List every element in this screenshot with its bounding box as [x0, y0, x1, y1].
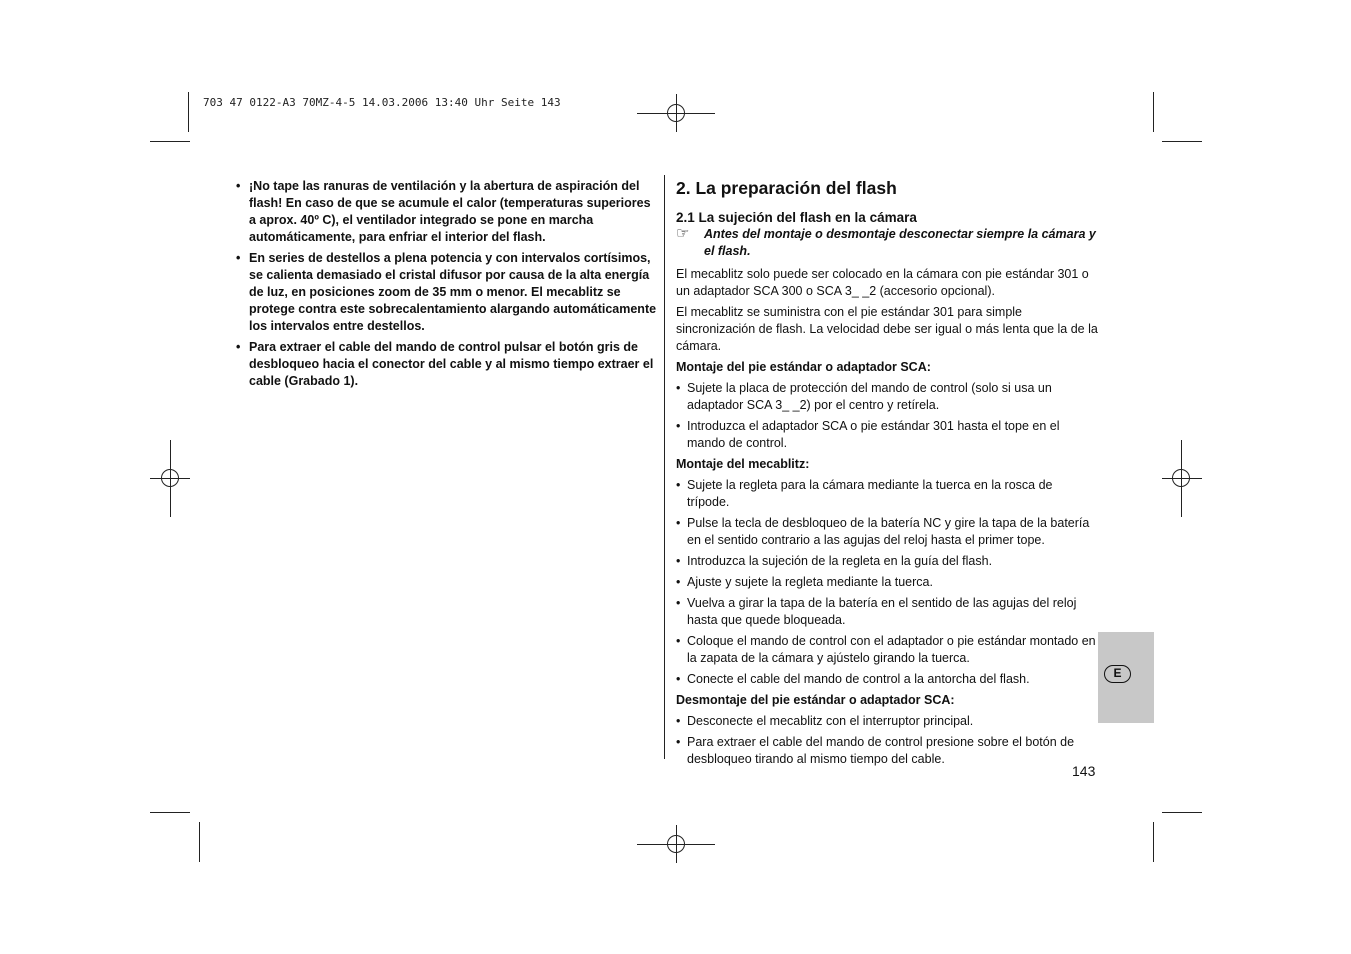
right-column	[676, 176, 1098, 772]
note-text: Antes del montaje o desmontaje desconectar siempre la cámara y el flash.	[704, 227, 1096, 258]
list-item: • Pulse la tecla de desbloqueo de la batería NC y gire la tapa de la batería en el sentido contrario a las agujas del reloj hasta el primer tope.	[676, 515, 1098, 549]
list-item: • Introduzca el adaptador SCA o pie estándar 301 hasta el tope en el mando de control.	[676, 418, 1098, 452]
language-tab	[1098, 632, 1154, 723]
list-item: • Introduzca la sujeción de la regleta en la guía del flash.	[676, 553, 1098, 570]
list-item: • Sujete la placa de protección del mando de control (solo si usa un adaptador SCA 3_ _2) por el centro y retírela.	[676, 380, 1098, 414]
subsection-title: 2.1 La sujeción del flash en la cámara	[676, 210, 917, 225]
list-item: • Para extraer el cable del mando de control presione sobre el botón de desbloqueo tirando al mismo tiempo del cable.	[676, 734, 1098, 768]
warning-bullet: • En series de destellos a plena potencia y con intervalos cortísimos, se calienta demasiado el cristal difusor por causa de la alta energía de luz, en posiciones zoom de 35 mm o menor. El mecablitz se protege contra este sobrecalentamiento alargando automáticamente los intervalos entre destellos.	[236, 250, 660, 335]
column-divider	[664, 175, 665, 759]
note	[676, 226, 1098, 260]
step-heading: Montaje del pie estándar o adaptador SCA:	[676, 360, 931, 374]
section-title: 2. La preparación del flash	[676, 178, 897, 198]
list-item: • Desconecte el mecablitz con el interruptor principal.	[676, 713, 1098, 730]
language-badge: E	[1104, 665, 1131, 683]
paragraph: El mecablitz se suministra con el pie estándar 301 para simple sincronización de flash. La velocidad debe ser igual o más lenta que la de la cámara.	[676, 305, 1098, 353]
list-item: • Coloque el mando de control con el adaptador o pie estándar montado en la zapata de la cámara y ajústelo girando la tuerca.	[676, 633, 1098, 667]
page-number: 143	[1072, 763, 1096, 779]
left-column	[236, 178, 660, 394]
print-header: 703 47 0122-A3 70MZ-4-5 14.03.2006 13:40 Uhr Seite 143	[203, 96, 561, 109]
list-item: • Conecte el cable del mando de control a la antorcha del flash.	[676, 671, 1098, 688]
list-item: • Vuelva a girar la tapa de la batería en el sentido de las agujas del reloj hasta que quede bloqueada.	[676, 595, 1098, 629]
list-item: • Ajuste y sujete la regleta mediante la tuerca.	[676, 574, 1098, 591]
warning-bullet: • Para extraer el cable del mando de control pulsar el botón gris de desbloqueo hacia el conector del cable y al mismo tiempo extraer el cable (Grabado 1).	[236, 339, 660, 390]
list-item: • Sujete la regleta para la cámara mediante la tuerca en la rosca de trípode.	[676, 477, 1098, 511]
pointing-hand-icon: ☞	[676, 225, 690, 242]
warning-bullet: • ¡No tape las ranuras de ventilación y la abertura de aspiración del flash! En caso de que se acumule el calor (temperaturas superiores a aprox. 40º C), el ventilador integrado se pone en marcha automáticamente, para enfriar el interior del flash.	[236, 178, 660, 246]
step-heading: Montaje del mecablitz:	[676, 457, 810, 471]
paragraph: El mecablitz solo puede ser colocado en la cámara con pie estándar 301 o un adaptador SCA 300 o SCA 3_ _2 (accesorio opcional).	[676, 267, 1089, 298]
step-heading: Desmontaje del pie estándar o adaptador SCA:	[676, 693, 955, 707]
